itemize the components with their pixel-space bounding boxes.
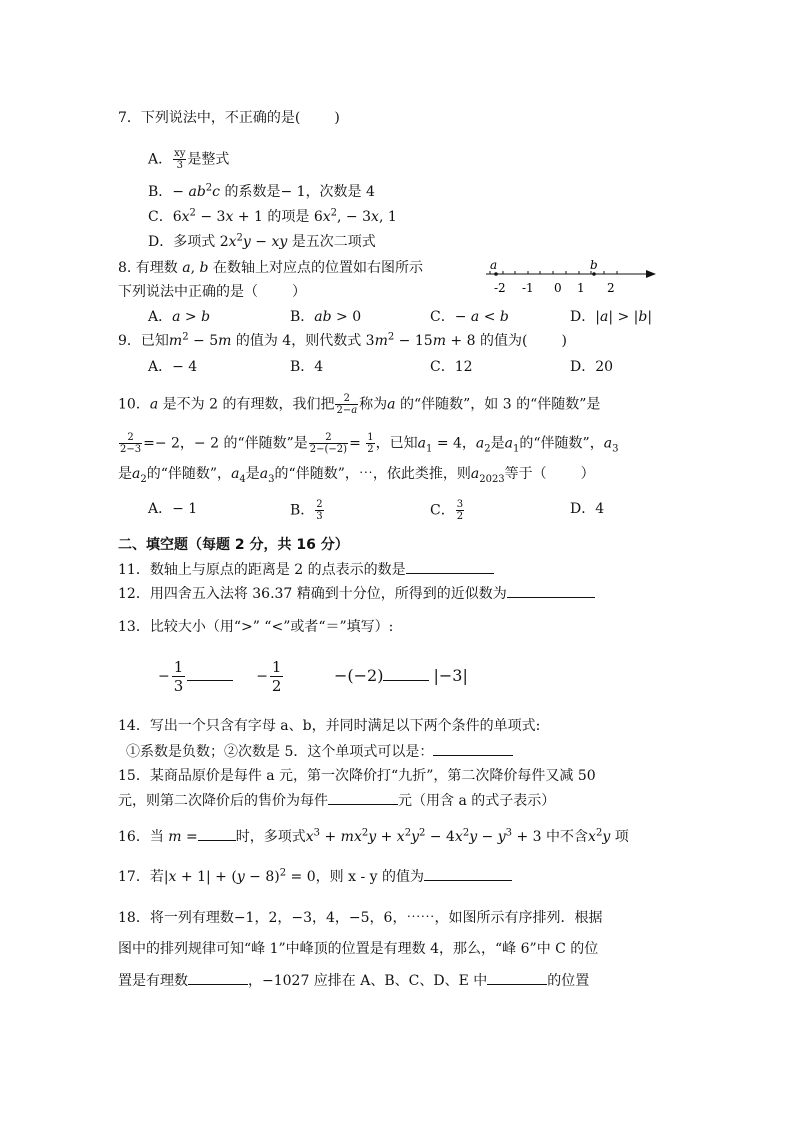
tick-label: -1 — [522, 281, 534, 295]
q8-option-c: C．− a < b — [430, 309, 509, 325]
q7-option-c: C．$6x^2 - 3x + 1$ 的项是 $6x^2$, − 3x, 1 — [148, 207, 397, 225]
point-b-label: b — [590, 258, 598, 272]
point-b-dot — [592, 272, 596, 276]
q9-option-a: A．− 4 — [148, 359, 198, 375]
q8-line1: 8. 有理数 a, b 在数轴上对应点的位置如右图所示 — [118, 260, 423, 276]
q17: 17．若$|x + 1| + (y - 8)^2 = 0$，则 x - y 的值为 — [118, 866, 512, 887]
q9-option-d: D．20 — [570, 359, 614, 375]
q11: 11．数轴上与原点的距离是 2 的点表示的数是 — [118, 559, 494, 580]
q7-option-a: A． $\frac{xy}{3}$ 是整式 — [148, 148, 230, 171]
q7-stem: 7．下列说法中，不正确的是( ) — [118, 110, 340, 126]
q10-option-c: C． $\frac{3}{2}$ — [430, 499, 464, 522]
section-heading: 二、填空题（每题 2 分，共 16 分） — [118, 537, 349, 553]
point-a-dot — [494, 272, 498, 276]
q10-line3: 是$a_2$的“伴随数”，$a_4$是$a_3$的“伴随数”，⋯，依此类推，则$a_{2023}$等于（ ） — [118, 466, 595, 485]
q10-option-d: D．4 — [570, 501, 605, 517]
q13-compare-2: −(−2) |−3| — [334, 666, 468, 685]
tick-label: -2 — [494, 281, 506, 295]
q9-stem: 9．已知$m^2 - 5m$ 的值为 4，则代数式 $3m^2 - 15m + 8$ 的值为( ) — [118, 331, 567, 349]
q15-line1: 15．某商品原价是每件 a 元，第一次降价打“九折”，第二次降价每件又减 50 — [118, 768, 596, 784]
q9-option-b: B．4 — [290, 359, 324, 375]
q13: 13．比较大小（用“>” “<”或者“＝”填写）: — [118, 619, 394, 635]
number-line-figure — [484, 258, 664, 300]
q10-option-b: B． $\frac{2}{3}$ — [290, 499, 323, 522]
q10-line2: $\frac{2}{2-3}$ =− 2，− 2 的“伴随数”是 $\frac{2}{2-(-2)}$ = $\frac{1}{2}$ ，已知$a_1 = 4$，$a_2$是$a_1$的“伴随数”，$a_3$ — [120, 432, 619, 455]
q7-option-d: D．多项式 $2x^2y$ − xy 是五次二项式 — [148, 232, 376, 250]
q18-line1: 18．将一列有理数−1，2，−3，4，−5，6，⋯⋯，如图所示有序排列．根据 — [118, 910, 603, 926]
q9-option-c: C．12 — [430, 359, 473, 375]
tick-label: 0 — [554, 281, 562, 295]
q8-option-a: A．a > b — [148, 309, 211, 325]
q15-line2: 元，则第二次降价后的售价为每件 元（用含 a 的式子表示） — [118, 790, 555, 811]
point-a-label: a — [490, 258, 498, 272]
q10-option-a: A．− 1 — [148, 501, 198, 517]
q8-line2: 下列说法中正确的是（ ） — [118, 284, 306, 300]
fraction: $\frac{xy}{3}$ — [174, 148, 186, 171]
tick-label: 2 — [607, 281, 615, 295]
q14-line2: ①系数是负数；②次数是 5．这个单项式可以是： — [126, 741, 513, 762]
q8-option-d: D．|a| > |b| — [570, 309, 653, 325]
q7-option-b: B．− $ab^2c$ 的系数是− 1，次数是 4 — [148, 182, 375, 200]
q18-line2: 图中的排列规律可知“峰 1”中峰顶的位置是有理数 4，那么，“峰 6”中 C 的位 — [118, 941, 599, 957]
q8-option-b: B．ab > 0 — [290, 309, 362, 325]
q10-line1: 10．a 是不为 2 的有理数，我们把 $\frac{2}{2-a}$ 称为a 的“伴随数”，如 3 的“伴随数”是 — [118, 393, 601, 416]
tick-label: 1 — [577, 281, 585, 295]
q18-line3: 置是有理数 ，−1027 应排在 A、B、C、D、E 中 的位置 — [118, 970, 589, 991]
q16: 16．当 m = 时，多项式$x^3 + mx^2y + x^2y^2 - 4x^2y - y^3 + 3$ 中不含$x^2y$ 项 — [118, 827, 629, 845]
q14-line1: 14．写出一个只含有字母 a、b，并同时满足以下两个条件的单项式: — [118, 718, 541, 734]
q12: 12．用四舍五入法将 36.37 精确到十分位，所得到的近似数为 — [118, 583, 595, 604]
q13-compare-1: − $\frac{1}{3}$ − $\frac{1}{2}$ — [158, 658, 282, 695]
